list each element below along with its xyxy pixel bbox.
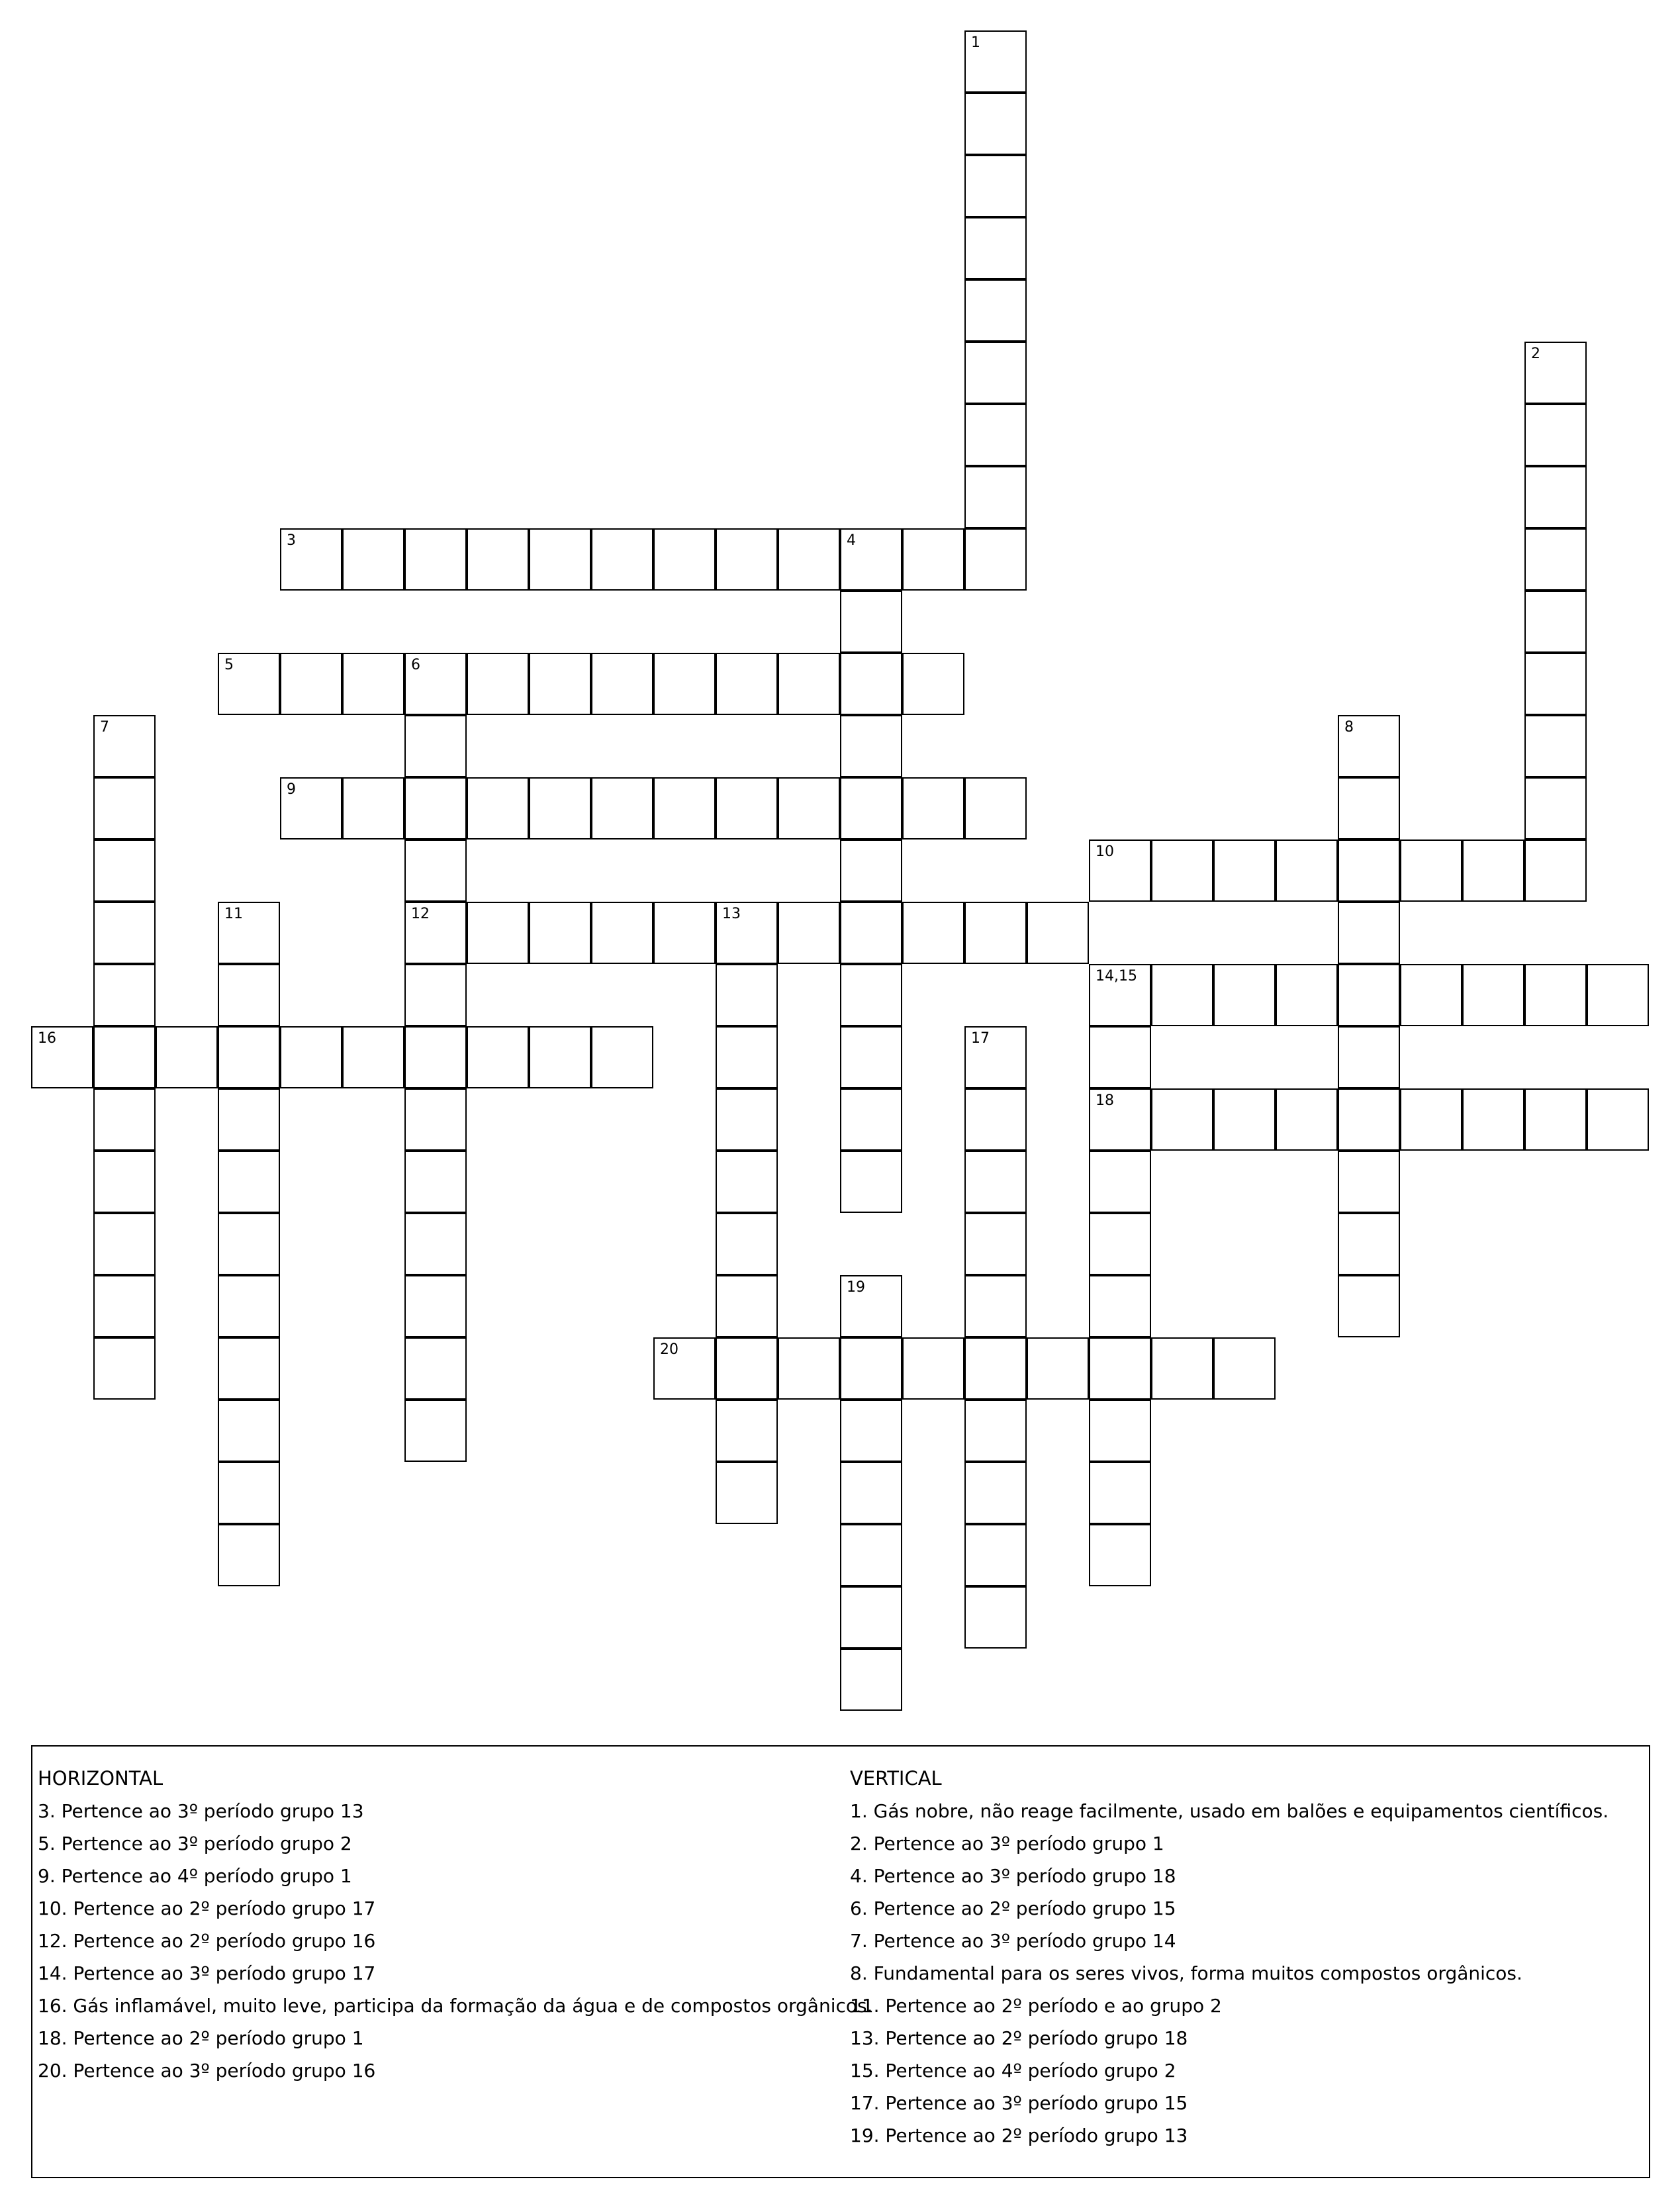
grid-cell[interactable] <box>342 1026 404 1088</box>
grid-cell[interactable] <box>964 902 1027 964</box>
clue-h-5: 5. Pertence ao 3º período grupo 2 <box>38 1833 352 1854</box>
grid-cell[interactable] <box>1524 404 1587 466</box>
grid-cell[interactable] <box>404 1213 467 1275</box>
grid-cell[interactable] <box>840 1586 902 1649</box>
grid-cell[interactable] <box>93 715 156 777</box>
grid-cell[interactable] <box>964 528 1027 591</box>
grid-cell[interactable] <box>1213 839 1276 902</box>
grid-cell[interactable] <box>93 1213 156 1275</box>
grid-cell[interactable] <box>93 1275 156 1337</box>
grid-cell[interactable] <box>280 1026 342 1088</box>
grid-cell[interactable] <box>93 839 156 902</box>
grid-cell[interactable] <box>404 1275 467 1337</box>
cell-number: 7 <box>100 719 109 736</box>
clue-v-1: 1. Gás nobre, não reage facilmente, usado em balões e equipamentos científicos. <box>850 1800 1609 1822</box>
grid-cell[interactable] <box>716 1462 778 1524</box>
grid-cell[interactable] <box>467 777 529 839</box>
cell-number: 14,15 <box>1096 968 1137 984</box>
grid-cell[interactable] <box>1524 839 1587 902</box>
grid-cell[interactable] <box>716 653 778 715</box>
grid-cell[interactable] <box>93 1151 156 1213</box>
vertical-heading: VERTICAL <box>850 1767 942 1790</box>
grid-cell[interactable] <box>218 964 280 1026</box>
grid-cell[interactable] <box>404 528 467 591</box>
grid-cell[interactable] <box>1400 964 1462 1026</box>
grid-cell[interactable] <box>404 1337 467 1400</box>
grid-cell[interactable] <box>1151 839 1213 902</box>
grid-cell[interactable] <box>840 591 902 653</box>
clue-h-12: 12. Pertence ao 2º período grupo 16 <box>38 1930 376 1952</box>
grid-cell[interactable] <box>840 839 902 902</box>
grid-cell[interactable] <box>964 1462 1027 1524</box>
clue-v-15: 15. Pertence ao 4º período grupo 2 <box>850 2060 1176 2082</box>
grid-cell[interactable] <box>840 1088 902 1151</box>
grid-cell[interactable] <box>1276 1088 1338 1151</box>
cell-number: 16 <box>38 1030 56 1047</box>
grid-cell[interactable] <box>902 653 964 715</box>
grid-cell[interactable] <box>1276 839 1338 902</box>
grid-cell[interactable] <box>716 1151 778 1213</box>
clue-h-10: 10. Pertence ao 2º período grupo 17 <box>38 1897 376 1919</box>
grid-cell[interactable] <box>964 777 1027 839</box>
grid-cell[interactable] <box>653 902 716 964</box>
grid-cell[interactable] <box>1524 342 1587 404</box>
grid-cell[interactable] <box>840 653 902 715</box>
clue-v-4: 4. Pertence ao 3º período grupo 18 <box>850 1865 1176 1887</box>
grid-cell[interactable] <box>1587 1088 1649 1151</box>
grid-cell[interactable] <box>964 1524 1027 1586</box>
grid-cell[interactable] <box>840 1462 902 1524</box>
grid-cell[interactable] <box>840 715 902 777</box>
cell-number: 4 <box>847 532 856 549</box>
cell-number: 18 <box>1096 1092 1114 1109</box>
cell-number: 6 <box>411 657 420 673</box>
grid-cell[interactable] <box>840 528 902 591</box>
grid-cell[interactable] <box>1338 1026 1400 1088</box>
grid-cell[interactable] <box>1338 777 1400 839</box>
grid-cell[interactable] <box>1524 591 1587 653</box>
grid-cell[interactable] <box>1027 902 1089 964</box>
vertical-clues <box>850 1762 1644 2152</box>
grid-cell[interactable] <box>964 1586 1027 1649</box>
cell-number: 9 <box>287 781 296 798</box>
clue-v-6: 6. Pertence ao 2º período grupo 15 <box>850 1897 1176 1919</box>
grid-cell[interactable] <box>93 902 156 964</box>
grid-cell[interactable] <box>280 653 342 715</box>
grid-cell[interactable] <box>1089 1026 1151 1088</box>
grid-cell[interactable] <box>529 653 591 715</box>
cell-number: 2 <box>1531 346 1540 362</box>
grid-cell[interactable] <box>716 1337 778 1400</box>
grid-cell[interactable] <box>1089 1275 1151 1337</box>
grid-cell[interactable] <box>1027 1337 1089 1400</box>
clue-h-20: 20. Pertence ao 3º período grupo 16 <box>38 2060 376 2082</box>
grid-cell[interactable] <box>778 902 840 964</box>
grid-cell[interactable] <box>964 466 1027 528</box>
grid-cell[interactable] <box>964 93 1027 155</box>
grid-cell[interactable] <box>1089 1337 1151 1400</box>
grid-cell[interactable] <box>840 1275 902 1337</box>
grid-cell[interactable] <box>467 528 529 591</box>
grid-cell[interactable] <box>93 1026 156 1088</box>
grid-cell[interactable] <box>1089 1151 1151 1213</box>
grid-cell[interactable] <box>156 1026 218 1088</box>
grid-cell[interactable] <box>218 1462 280 1524</box>
clue-v-17: 17. Pertence ao 3º período grupo 15 <box>850 2092 1188 2114</box>
cell-number: 3 <box>287 532 296 549</box>
grid-cell[interactable] <box>404 653 467 715</box>
grid-cell[interactable] <box>840 1026 902 1088</box>
horizontal-clues <box>38 1762 873 2087</box>
grid-cell[interactable] <box>964 1337 1027 1400</box>
grid-cell[interactable] <box>1151 964 1213 1026</box>
grid-cell[interactable] <box>1089 1213 1151 1275</box>
grid-cell[interactable] <box>404 715 467 777</box>
grid-cell[interactable] <box>964 1026 1027 1088</box>
cell-number: 5 <box>224 657 234 673</box>
clue-h-16: 16. Gás inflamável, muito leve, participa da formação da água e de compostos orgânicos. <box>38 1995 873 2017</box>
grid-cell[interactable] <box>1089 839 1151 902</box>
grid-cell[interactable] <box>280 528 342 591</box>
grid-cell[interactable] <box>218 1026 280 1088</box>
grid-cell[interactable] <box>964 279 1027 342</box>
clue-v-7: 7. Pertence ao 3º período grupo 14 <box>850 1930 1176 1952</box>
grid-cell[interactable] <box>404 1151 467 1213</box>
cell-number: 11 <box>224 906 243 922</box>
grid-cell[interactable] <box>218 1524 280 1586</box>
grid-cell[interactable] <box>964 1275 1027 1337</box>
grid-cell[interactable] <box>964 1400 1027 1462</box>
grid-cell[interactable] <box>93 777 156 839</box>
grid-cell[interactable] <box>404 1026 467 1088</box>
clue-v-11: 11. Pertence ao 2º período e ao grupo 2 <box>850 1995 1222 2017</box>
clue-v-13: 13. Pertence ao 2º período grupo 18 <box>850 2027 1188 2049</box>
grid-cell[interactable] <box>93 964 156 1026</box>
grid-cell[interactable] <box>591 528 653 591</box>
grid-cell[interactable] <box>1089 1462 1151 1524</box>
grid-cell[interactable] <box>31 1026 93 1088</box>
grid-cell[interactable] <box>1524 777 1587 839</box>
grid-cell[interactable] <box>778 1337 840 1400</box>
grid-cell[interactable] <box>964 404 1027 466</box>
grid-cell[interactable] <box>840 964 902 1026</box>
grid-cell[interactable] <box>716 777 778 839</box>
grid-cell[interactable] <box>1524 1088 1587 1151</box>
grid-cell[interactable] <box>1338 1213 1400 1275</box>
grid-cell[interactable] <box>653 528 716 591</box>
grid-cell[interactable] <box>1089 964 1151 1026</box>
grid-cell[interactable] <box>1400 1088 1462 1151</box>
grid-cell[interactable] <box>93 1088 156 1151</box>
clue-v-8: 8. Fundamental para os seres vivos, forma muitos compostos orgânicos. <box>850 1962 1522 1984</box>
grid-cell[interactable] <box>1151 1088 1213 1151</box>
grid-cell[interactable] <box>591 653 653 715</box>
grid-cell[interactable] <box>1338 902 1400 964</box>
grid-cell[interactable] <box>342 653 404 715</box>
grid-cell[interactable] <box>964 30 1027 93</box>
grid-cell[interactable] <box>218 1213 280 1275</box>
grid-cell[interactable] <box>1089 1524 1151 1586</box>
grid-cell[interactable] <box>716 964 778 1026</box>
grid-cell[interactable] <box>1400 839 1462 902</box>
grid-cell[interactable] <box>591 777 653 839</box>
grid-cell[interactable] <box>591 1026 653 1088</box>
cell-number: 20 <box>660 1341 678 1358</box>
cell-number: 13 <box>722 906 741 922</box>
grid-cell[interactable] <box>1213 964 1276 1026</box>
grid-cell[interactable] <box>964 342 1027 404</box>
grid-cell[interactable] <box>716 1213 778 1275</box>
grid-cell[interactable] <box>218 1400 280 1462</box>
grid-cell[interactable] <box>1338 964 1400 1026</box>
grid-cell[interactable] <box>1338 1088 1400 1151</box>
grid-cell[interactable] <box>467 902 529 964</box>
grid-cell[interactable] <box>1524 653 1587 715</box>
grid-cell[interactable] <box>1213 1337 1276 1400</box>
grid-cell[interactable] <box>902 902 964 964</box>
grid-cell[interactable] <box>840 1151 902 1213</box>
grid-cell[interactable] <box>840 1400 902 1462</box>
grid-cell[interactable] <box>1089 1400 1151 1462</box>
grid-cell[interactable] <box>218 1275 280 1337</box>
grid-cell[interactable] <box>1524 715 1587 777</box>
grid-cell[interactable] <box>964 217 1027 279</box>
grid-cell[interactable] <box>1462 964 1524 1026</box>
grid-cell[interactable] <box>529 1026 591 1088</box>
cell-number: 10 <box>1096 843 1114 860</box>
cell-number: 12 <box>411 906 430 922</box>
clue-h-9: 9. Pertence ao 4º período grupo 1 <box>38 1865 352 1887</box>
grid-cell[interactable] <box>716 528 778 591</box>
grid-cell[interactable] <box>1462 839 1524 902</box>
grid-cell[interactable] <box>1462 1088 1524 1151</box>
grid-cell[interactable] <box>964 1088 1027 1151</box>
grid-cell[interactable] <box>404 777 467 839</box>
grid-cell[interactable] <box>404 1400 467 1462</box>
grid-cell[interactable] <box>218 1151 280 1213</box>
cell-number: 19 <box>847 1279 865 1296</box>
grid-cell[interactable] <box>840 777 902 839</box>
grid-cell[interactable] <box>840 1524 902 1586</box>
grid-cell[interactable] <box>653 777 716 839</box>
grid-cell[interactable] <box>716 1400 778 1462</box>
grid-cell[interactable] <box>964 1213 1027 1275</box>
grid-cell[interactable] <box>280 777 342 839</box>
grid-cell[interactable] <box>1276 964 1338 1026</box>
cell-number: 1 <box>971 34 980 51</box>
grid-cell[interactable] <box>467 653 529 715</box>
grid-cell[interactable] <box>716 1088 778 1151</box>
grid-cell[interactable] <box>529 528 591 591</box>
grid-cell[interactable] <box>902 528 964 591</box>
clue-h-18: 18. Pertence ao 2º período grupo 1 <box>38 2027 364 2049</box>
grid-cell[interactable] <box>902 777 964 839</box>
grid-cell[interactable] <box>467 1026 529 1088</box>
grid-cell[interactable] <box>218 1337 280 1400</box>
grid-cell[interactable] <box>529 902 591 964</box>
horizontal-heading: HORIZONTAL <box>38 1767 163 1790</box>
grid-cell[interactable] <box>1338 1151 1400 1213</box>
grid-cell[interactable] <box>1524 964 1587 1026</box>
grid-cell[interactable] <box>404 1088 467 1151</box>
grid-cell[interactable] <box>840 1337 902 1400</box>
grid-cell[interactable] <box>778 528 840 591</box>
grid-cell[interactable] <box>716 1026 778 1088</box>
grid-cell[interactable] <box>218 902 280 964</box>
cell-number: 17 <box>971 1030 990 1047</box>
grid-cell[interactable] <box>1151 1337 1213 1400</box>
grid-cell[interactable] <box>1338 1275 1400 1337</box>
grid-cell[interactable] <box>1338 715 1400 777</box>
grid-cell[interactable] <box>1524 466 1587 528</box>
grid-cell[interactable] <box>778 777 840 839</box>
grid-cell[interactable] <box>1587 964 1649 1026</box>
grid-cell[interactable] <box>1338 839 1400 902</box>
grid-cell[interactable] <box>1524 528 1587 591</box>
grid-cell[interactable] <box>342 528 404 591</box>
clues-box <box>31 1745 1650 2178</box>
grid-cell[interactable] <box>840 1649 902 1711</box>
grid-cell[interactable] <box>404 839 467 902</box>
cell-number: 8 <box>1344 719 1354 736</box>
grid-cell[interactable] <box>840 902 902 964</box>
grid-cell[interactable] <box>653 1337 716 1400</box>
clue-v-2: 2. Pertence ao 3º período grupo 1 <box>850 1833 1164 1854</box>
grid-cell[interactable] <box>591 902 653 964</box>
grid-cell[interactable] <box>902 1337 964 1400</box>
grid-cell[interactable] <box>342 777 404 839</box>
grid-cell[interactable] <box>1089 1088 1151 1151</box>
grid-cell[interactable] <box>218 1088 280 1151</box>
grid-cell[interactable] <box>93 1337 156 1400</box>
grid-cell[interactable] <box>653 653 716 715</box>
clue-v-19: 19. Pertence ao 2º período grupo 13 <box>850 2125 1188 2146</box>
grid-cell[interactable] <box>1213 1088 1276 1151</box>
grid-cell[interactable] <box>716 902 778 964</box>
grid-cell[interactable] <box>778 653 840 715</box>
grid-cell[interactable] <box>218 653 280 715</box>
grid-cell[interactable] <box>964 155 1027 217</box>
grid-cell[interactable] <box>404 902 467 964</box>
clue-h-3: 3. Pertence ao 3º período grupo 13 <box>38 1800 364 1822</box>
grid-cell[interactable] <box>404 964 467 1026</box>
grid-cell[interactable] <box>964 1151 1027 1213</box>
grid-cell[interactable] <box>529 777 591 839</box>
clue-h-14: 14. Pertence ao 3º período grupo 17 <box>38 1962 376 1984</box>
grid-cell[interactable] <box>716 1275 778 1337</box>
